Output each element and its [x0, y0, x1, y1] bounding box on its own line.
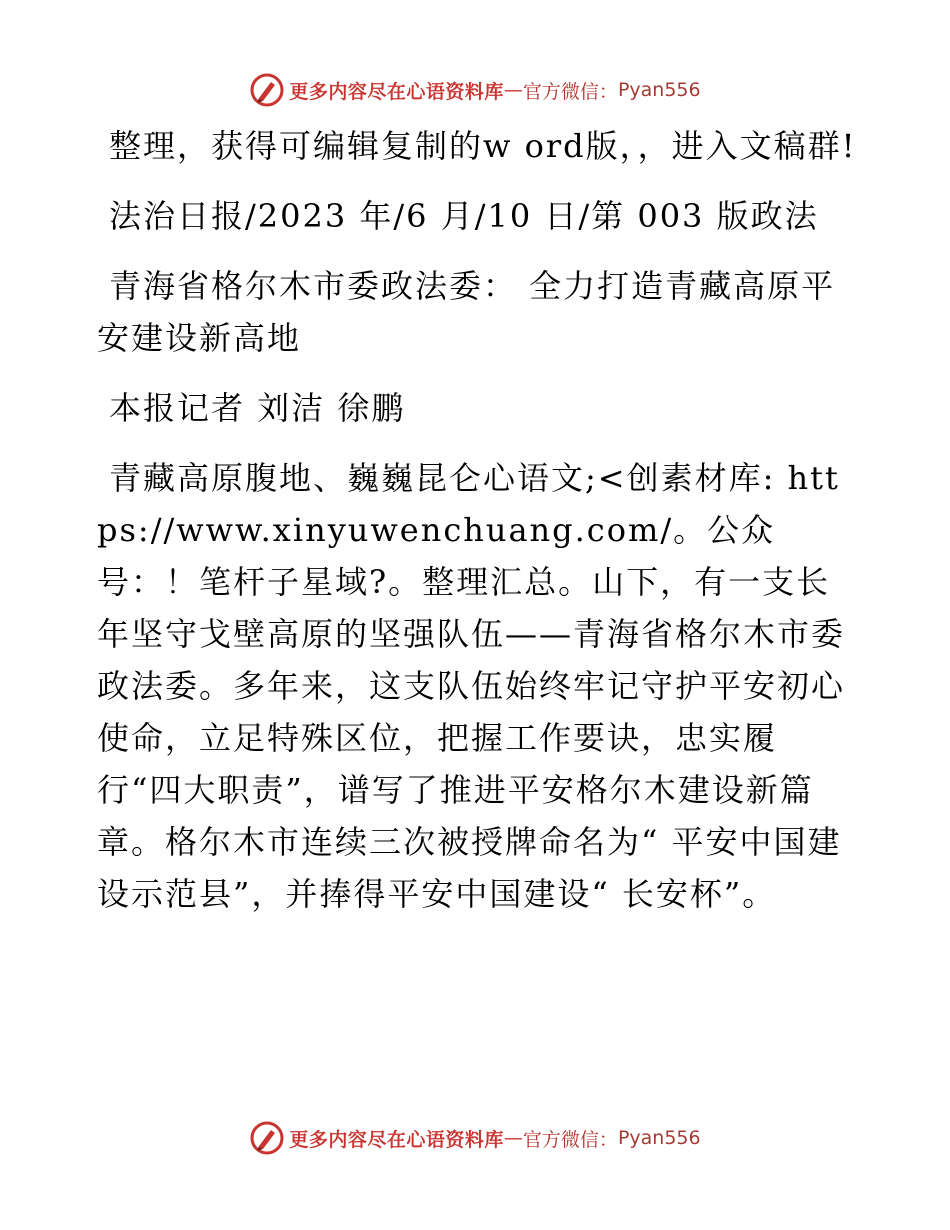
byline: 本报记者 刘洁 徐鹏 — [109, 389, 406, 427]
banner-wechat-id: Pyan556 — [617, 1127, 701, 1149]
header-watermark-banner — [0, 70, 950, 110]
banner-main-text: 更多内容尽在心语资料库 — [289, 1128, 504, 1151]
source-line: 法治日报/2023 年/6 月/10 日/第 003 版政法 — [109, 197, 819, 235]
banner-official-label: 官方微信： — [522, 80, 618, 103]
banner-dash: — — [503, 1127, 523, 1149]
banner-wechat-id: Pyan556 — [617, 79, 701, 101]
pen-logo-icon — [249, 72, 285, 108]
document-body — [97, 120, 857, 938]
pen-logo-icon — [249, 1120, 285, 1156]
body-paragraph: 青藏高原腹地、巍巍昆仑心语文;<创素材库: https://www.xinyuwenchuang.com/。公众号：！笔杆子星域?。整理汇总。山下，有一支长年坚守戈壁高原的坚强队伍——青海省格尔木市委政法委。多年来，这支队伍始终牢记守护平安初心使命，立足特殊区位，把握工作要诀，忠实履行“四大职责”，谱写了推进平安格尔木建设新篇章。格尔木市连续三次被授牌命名为“ 平安中国建设示范县”，并捧得平安中国建设“ 长安杯”。 — [97, 459, 846, 913]
banner-main-text: 更多内容尽在心语资料库 — [289, 80, 504, 103]
banner-dash: — — [503, 79, 523, 101]
article-title: 青海省格尔木市委政法委： 全力打造青藏高原平安建设新高地 — [97, 267, 836, 357]
intro-paragraph: 整理，获得可编辑复制的w ord版，，进入文稿群! — [109, 127, 857, 165]
footer-watermark-banner — [0, 1118, 950, 1158]
banner-official-label: 官方微信： — [522, 1128, 618, 1151]
